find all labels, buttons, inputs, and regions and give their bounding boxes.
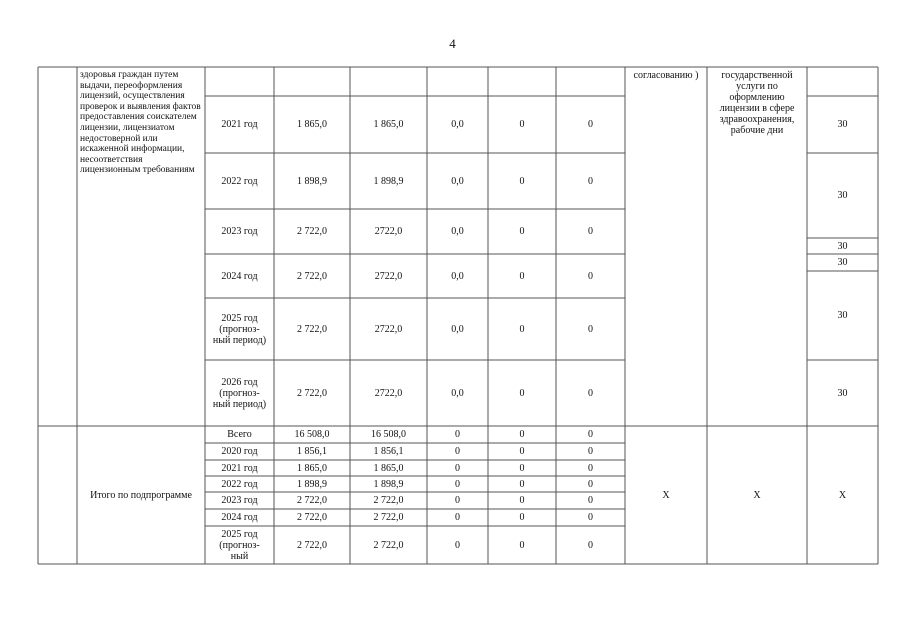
- value-cell: 0,0: [451, 119, 464, 130]
- year-cell: Всего: [227, 429, 252, 440]
- activity-description: здоровья граждан путем выдачи, переоформления лицензий, осуществления проверок и выявления фактов предоставления соискателем лицензии, лицензиатом недостоверной или искаженной информации, несоответствия лицензионным требованиям: [80, 70, 201, 176]
- budget-cell: 1 865,0: [373, 119, 404, 130]
- value-cell: 0: [519, 539, 525, 551]
- value-cell: 0: [519, 119, 525, 130]
- value-cell: 0: [588, 175, 593, 187]
- value-cell: 0: [519, 495, 525, 506]
- total-cell: 2 722,0: [297, 539, 327, 551]
- value-cell: 0: [519, 226, 525, 237]
- value-cell: 0: [588, 323, 593, 335]
- value-cell: 0,0: [451, 270, 464, 282]
- year-cell: 2024 год: [221, 512, 258, 523]
- value-cell: 0: [519, 270, 525, 282]
- value-cell: 0: [455, 539, 460, 551]
- budget-cell: 1 856,1: [373, 446, 404, 457]
- subtotal-label: Итого по подпрограмме: [90, 489, 192, 501]
- budget-cell: 2 722,0: [373, 539, 404, 551]
- total-cell: 2 722,0: [297, 495, 327, 506]
- value-cell: 0: [455, 478, 460, 490]
- total-cell: 16 508,0: [294, 429, 330, 440]
- total-cell: 2 722,0: [297, 270, 327, 282]
- indicator-value: 30: [837, 190, 848, 201]
- budget-cell: 1 898,9: [373, 175, 404, 187]
- year-cell: 2020 год: [221, 446, 258, 457]
- total-cell: 2 722,0: [297, 387, 327, 399]
- value-cell: 0,0: [451, 226, 464, 237]
- total-cell: 2 722,0: [297, 226, 327, 237]
- indicator-value: 30: [837, 310, 848, 321]
- agreement-text: согласованию ): [633, 70, 699, 81]
- year-cell: 2025 год (прогноз-ный период): [212, 312, 267, 346]
- value-cell: 0: [519, 478, 525, 490]
- value-cell: 0: [519, 323, 525, 335]
- total-cell: 1 856,1: [297, 446, 327, 457]
- value-cell: 0: [588, 462, 593, 474]
- year-cell: 2023 год: [221, 226, 258, 237]
- value-cell: 0: [455, 429, 460, 440]
- value-cell: 0: [588, 446, 593, 457]
- total-cell: 1 865,0: [297, 119, 327, 130]
- budget-cell: 1 898,9: [373, 478, 404, 490]
- total-cell: 2 722,0: [297, 323, 327, 335]
- budget-cell: 2722,0: [374, 387, 403, 399]
- budget-cell: 2722,0: [374, 226, 403, 237]
- budget-cell: 2722,0: [374, 270, 403, 282]
- year-cell: 2025 год (прогноз-ный: [219, 528, 260, 562]
- value-cell: 0: [519, 462, 525, 474]
- indicator-value: 30: [837, 387, 848, 399]
- value-cell: 0: [519, 446, 525, 457]
- value-cell: 0: [455, 512, 460, 523]
- value-cell: 0: [588, 387, 593, 399]
- budget-cell: 16 508,0: [371, 429, 406, 440]
- value-cell: 0: [519, 175, 525, 187]
- year-cell: 2023 год: [221, 495, 258, 506]
- value-cell: 0,0: [451, 175, 464, 187]
- indicator-text: государственной услуги по оформлению лицензии в сфере здравоохранения, рабочие дни: [719, 70, 795, 136]
- value-cell: 0: [588, 119, 593, 130]
- year-cell: 2022 год: [221, 175, 258, 187]
- indicator-value: 30: [837, 119, 848, 130]
- total-cell: 2 722,0: [297, 512, 327, 523]
- x-mark: X: [753, 489, 761, 501]
- total-cell: 1 898,9: [297, 478, 327, 490]
- value-cell: 0: [588, 226, 593, 237]
- year-cell: 2021 год: [221, 462, 258, 474]
- x-mark: X: [662, 489, 670, 501]
- budget-cell: 1 865,0: [373, 462, 404, 474]
- value-cell: 0: [519, 387, 525, 399]
- budget-cell: 2 722,0: [373, 512, 404, 523]
- value-cell: 0: [455, 446, 460, 457]
- value-cell: 0: [455, 495, 460, 506]
- value-cell: 0,0: [451, 387, 464, 399]
- value-cell: 0: [588, 478, 593, 490]
- value-cell: 0,0: [451, 323, 464, 335]
- value-cell: 0: [588, 495, 593, 506]
- budget-cell: 2722,0: [374, 323, 403, 335]
- year-cell: 2021 год: [221, 119, 258, 130]
- budget-cell: 2 722,0: [373, 495, 404, 506]
- page-number: 4: [449, 36, 456, 51]
- total-cell: 1 865,0: [297, 462, 327, 474]
- total-cell: 1 898,9: [297, 175, 327, 187]
- value-cell: 0: [588, 539, 593, 551]
- value-cell: 0: [588, 512, 593, 523]
- year-cell: 2026 год (прогноз-ный период): [212, 376, 267, 410]
- value-cell: 0: [588, 270, 593, 282]
- year-cell: 2024 год: [221, 270, 258, 282]
- x-mark: X: [838, 489, 847, 501]
- value-cell: 0: [588, 429, 593, 440]
- value-cell: 0: [519, 429, 525, 440]
- value-cell: 0: [455, 462, 460, 474]
- year-cell: 2022 год: [221, 478, 258, 490]
- indicator-value: 30: [837, 257, 848, 268]
- value-cell: 0: [519, 512, 525, 523]
- indicator-value: 30: [837, 240, 848, 252]
